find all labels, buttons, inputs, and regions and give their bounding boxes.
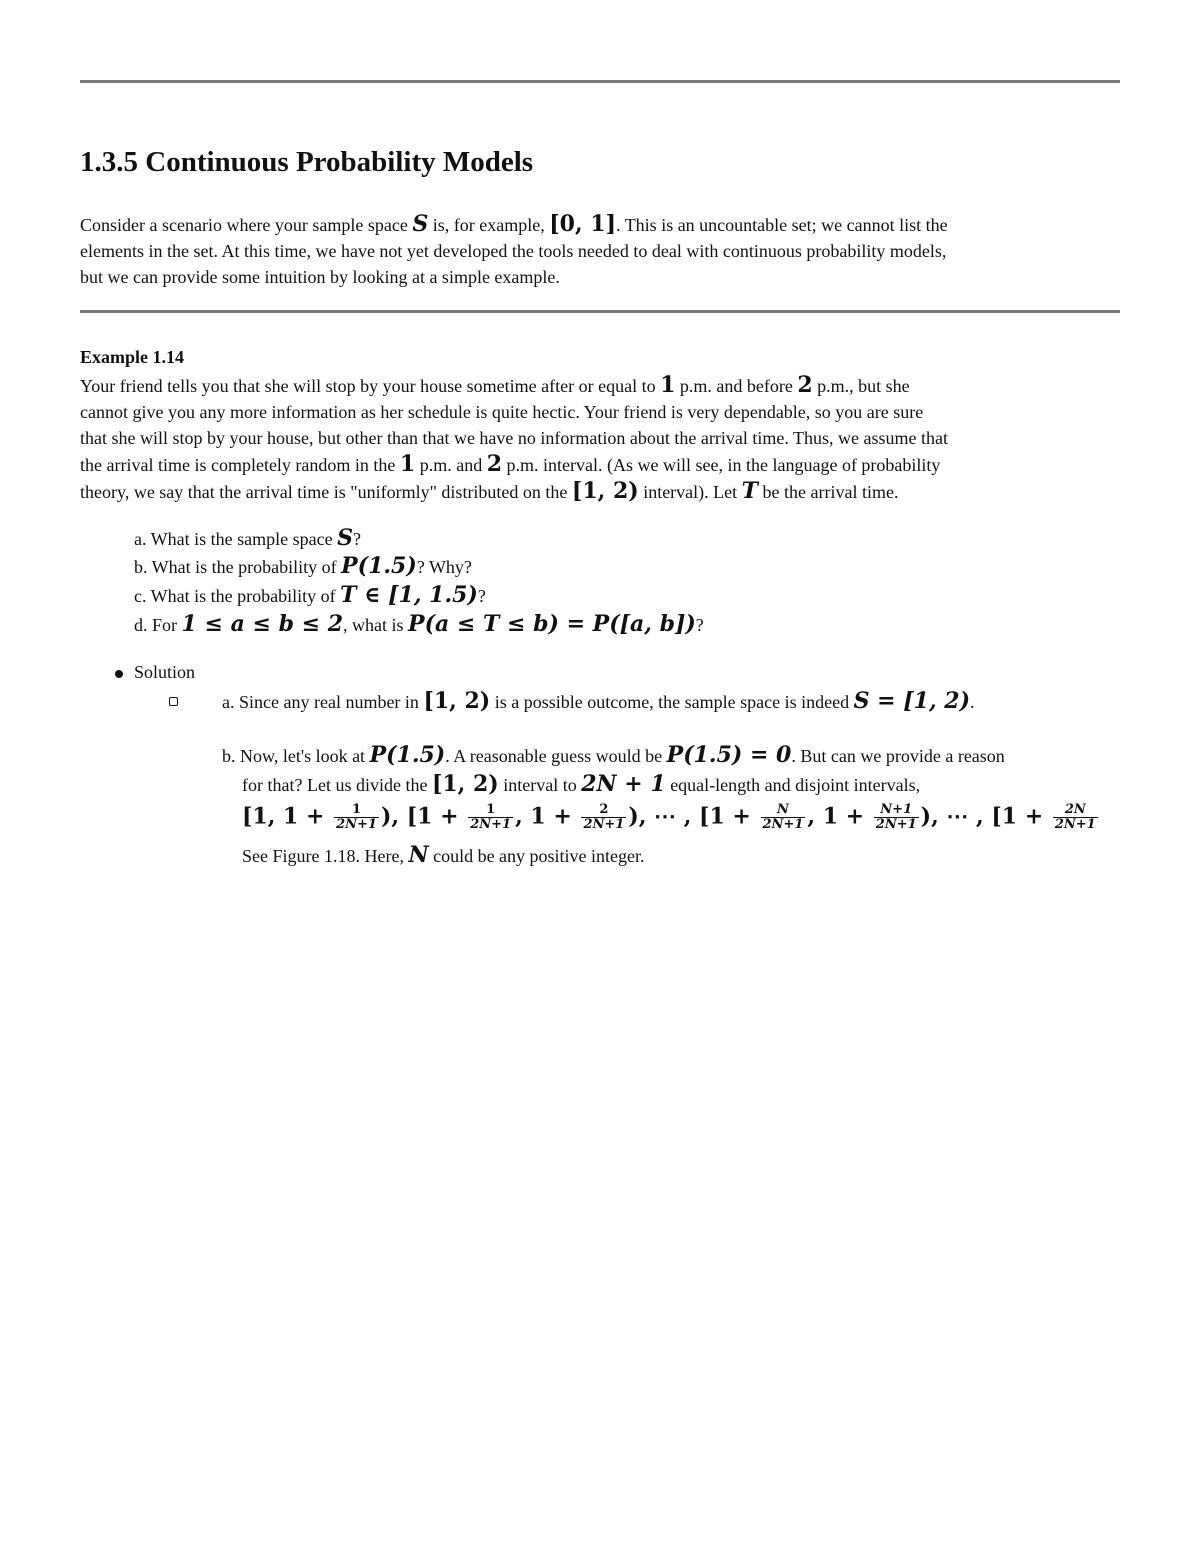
example-line-3: that she will stop by your house, but other than that we have no information about the arrival time. Thus, we assume that — [80, 428, 948, 448]
top-rule — [80, 80, 1120, 83]
solution-sub-bullet — [169, 697, 178, 706]
example-line-5: theory, we say that the arrival time is "uniformly" distributed on the [1, 2) interval). Let T be the arrival time. — [80, 478, 899, 504]
intro-line-3: but we can provide some intuition by looking at a simple example. — [80, 267, 560, 287]
fraction: $\frac{N+1}{2N+1}$ — [875, 802, 917, 832]
section-title: 1.3.5 Continuous Probability Models — [80, 146, 534, 178]
intro-line-1: Consider a scenario where your sample space S is, for example, [0, 1]. This is an uncountable set; we cannot list the — [80, 211, 948, 237]
fraction: $\frac{1}{2N+1}$ — [470, 802, 512, 832]
solution-b-line-2: for that? Let us divide the [1, 2) interval to 2N + 1 equal-length and disjoint intervals, — [242, 771, 921, 797]
fraction: $\frac{1}{2N+1}$ — [336, 802, 377, 832]
intro-line-2: elements in the set. At this time, we have not yet developed the tools needed to deal with continuous probability models, — [80, 241, 947, 261]
question-c: c. What is the probability of T ∈ [1, 1.5)? — [134, 582, 486, 608]
solution-a: a. Since any real number in [1, 2) is a possible outcome, the sample space is indeed S = [1, 2). — [222, 688, 975, 714]
example-title: Example 1.14 — [80, 347, 185, 367]
example-line-2: cannot give you any more information as her schedule is quite hectic. Your friend is very dependable, so you are sure — [80, 402, 924, 422]
solution-b-line-1: b. Now, let's look at P(1.5). A reasonable guess would be P(1.5) = 0. But can we provide a reason — [222, 742, 1005, 768]
question-a: a. What is the sample space S? — [134, 525, 361, 551]
intervals-formula: [1, 1 + $\frac{1}{2N+1}$ ), [1 + $\frac{1}{2N+1}$ , 1 + $\frac{2}{2N+1}$ ), ⋯ , [1 + $\frac{N}{2N+1}$ , 1 + $\frac{N+1}{2N+1}$ ), ⋯ , [1 + $\frac{2N}{2N+1}$ — [242, 802, 1096, 832]
question-b: b. What is the probability of P(1.5)? Why? — [134, 553, 472, 579]
question-d: d. For 1 ≤ a ≤ b ≤ 2, what is P(a ≤ T ≤ b) = P([a, b])? — [134, 611, 704, 637]
intro-paragraph — [80, 211, 1120, 290]
fraction: $\frac{2}{2N+1}$ — [583, 802, 625, 832]
example-line-4: the arrival time is completely random in the 1 p.m. and 2 p.m. interval. (As we will see, in the language of probability — [80, 451, 941, 477]
example-paragraph — [80, 372, 1120, 505]
example-line-1: Your friend tells you that she will stop by your house sometime after or equal to 1 p.m. and before 2 p.m., but she — [80, 372, 910, 398]
fraction: $\frac{N}{2N+1}$ — [762, 802, 804, 832]
fraction: $\frac{2N}{2N+1}$ — [1054, 802, 1096, 832]
section-rule — [80, 310, 1120, 313]
solution-bullet — [115, 670, 123, 678]
solution-b-line-3: See Figure 1.18. Here, N could be any positive integer. — [242, 842, 645, 868]
solution-label: Solution — [134, 662, 196, 682]
